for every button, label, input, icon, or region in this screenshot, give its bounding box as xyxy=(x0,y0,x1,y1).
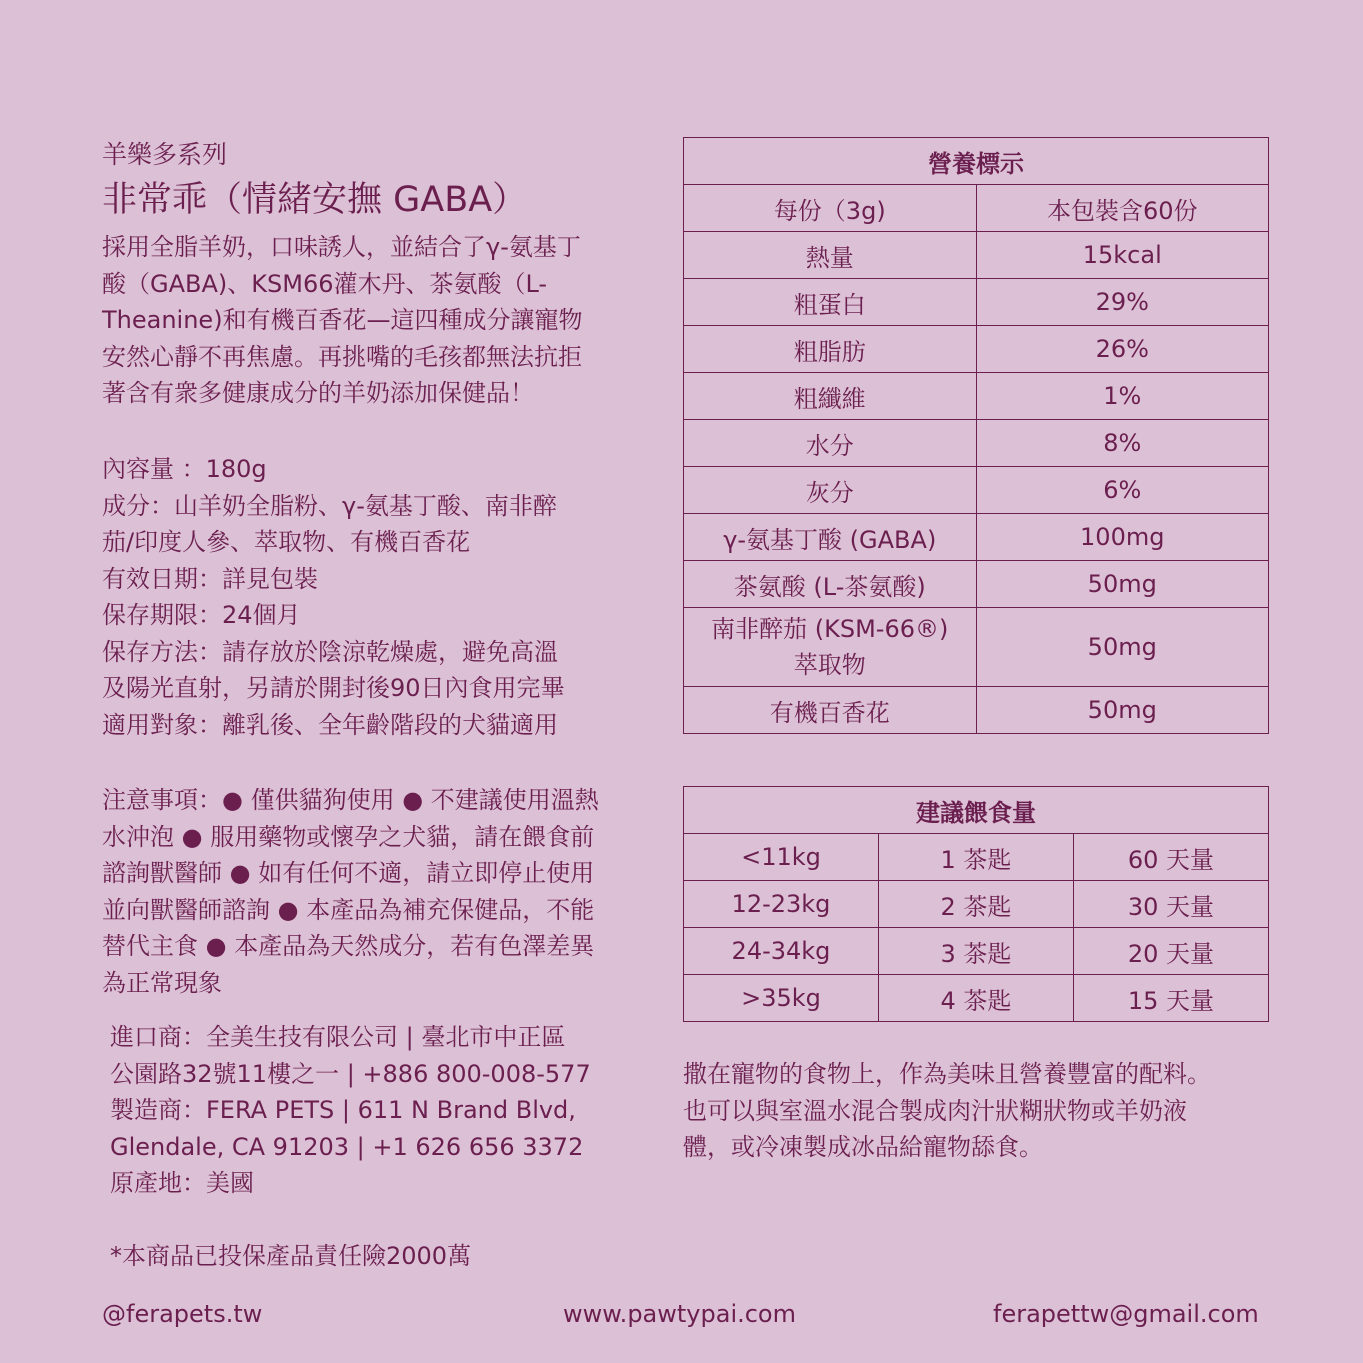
feeding-duration: 30 天量 xyxy=(1073,881,1268,928)
spec-line: 保存期限：24個月 xyxy=(102,601,301,629)
notes-line: 諮詢獸醫師 ● 如有任何不適，請立即停止使用 xyxy=(102,859,595,887)
feeding-amount: 1 茶匙 xyxy=(878,834,1073,881)
precautions xyxy=(102,782,599,1001)
feeding-amount: 3 茶匙 xyxy=(878,928,1073,975)
nutrient-name: 熱量 xyxy=(684,232,977,279)
feeding-weight: 12-23kg xyxy=(684,881,879,928)
nutrient-name xyxy=(684,608,977,687)
feeding-weight: >35kg xyxy=(684,975,879,1022)
importer-line: 製造商：FERA PETS | 611 N Brand Blvd, xyxy=(110,1096,576,1124)
nutrient-value: 6% xyxy=(976,467,1269,514)
intro-line: 採用全脂羊奶，口味誘人，並結合了γ-氨基丁 xyxy=(102,233,581,261)
nutrient-value: 50mg xyxy=(976,561,1269,608)
series-name: 羊樂多系列 xyxy=(102,140,228,169)
nutrient-value: 100mg xyxy=(976,514,1269,561)
nutrition-title: 營養標示 xyxy=(684,138,1269,185)
notes-line: 並向獸醫師諮詢 ● 本產品為補充保健品，不能 xyxy=(102,895,595,924)
nutrient-name: 粗脂肪 xyxy=(684,326,977,373)
feeding-table xyxy=(683,786,1269,1022)
feeding-weight: 24-34kg xyxy=(684,928,879,975)
feeding-duration: 60 天量 xyxy=(1073,834,1268,881)
notes-line: 水沖泡 ● 服用藥物或懷孕之犬貓，請在餵食前 xyxy=(102,822,595,851)
importer-line: 原產地：美國 xyxy=(110,1169,254,1197)
feeding-duration: 15 天量 xyxy=(1073,975,1268,1022)
spec-line: 有效日期：詳見包裝 xyxy=(102,564,318,593)
notes-line: 替代主食 ● 本產品為天然成分，若有色澤差異 xyxy=(102,932,595,960)
nutrition-table xyxy=(683,137,1269,734)
intro-paragraph xyxy=(102,229,583,412)
instagram-handle: @ferapets.tw xyxy=(102,1300,263,1328)
nutrient-value: 50mg xyxy=(976,687,1269,734)
importer-info xyxy=(110,1019,591,1202)
nutrient-name: 有機百香花 xyxy=(684,687,977,734)
nutrient-name: 灰分 xyxy=(684,467,977,514)
nutrient-value: 29% xyxy=(976,279,1269,326)
nutrient-name: 粗纖維 xyxy=(684,373,977,420)
nutrient-name: γ-氨基丁酸 (GABA) xyxy=(684,514,977,561)
nutrient-value: 50mg xyxy=(976,608,1269,687)
usage-instructions xyxy=(683,1056,1211,1166)
nutrient-value: 15kcal xyxy=(976,232,1269,279)
feeding-duration: 20 天量 xyxy=(1073,928,1268,975)
intro-line: 酸（GABA)、KSM66灌木丹、茶氨酸（L- xyxy=(102,269,548,298)
spec-line: 及陽光直射，另請於開封後90日內食用完畢 xyxy=(102,674,565,702)
importer-line: 公園路32號11樓之一 | +886 800-008-577 xyxy=(110,1059,591,1088)
spec-line: 適用對象：離乳後、全年齡階段的犬貓適用 xyxy=(102,710,558,739)
feeding-amount: 2 茶匙 xyxy=(878,881,1073,928)
nutrition-header-cell: 每份（3g) xyxy=(684,185,977,232)
nutrient-value: 26% xyxy=(976,326,1269,373)
nutrient-name-line: 萃取物 xyxy=(793,651,866,679)
notes-line: 為正常現象 xyxy=(102,968,222,997)
insurance-note: *本商品已投保產品責任險2000萬 xyxy=(110,1242,472,1270)
spec-line: 保存方法：請存放於陰涼乾燥處，避免高溫 xyxy=(102,637,558,666)
nutrient-name: 茶氨酸 (L-茶氨酸) xyxy=(684,561,977,608)
usage-line: 撒在寵物的食物上，作為美味且營養豐富的配料。 xyxy=(683,1060,1211,1088)
contact-email: ferapettw@gmail.com xyxy=(993,1300,1259,1328)
spec-line: 內容量 ：180g xyxy=(102,455,267,483)
feeding-weight: <11kg xyxy=(684,834,879,881)
spec-line: 成分：山羊奶全脂粉、γ-氨基丁酸、南非醉 xyxy=(102,491,557,520)
intro-line: 安然心靜不再焦慮。再挑嘴的毛孩都無法抗拒 xyxy=(102,342,582,371)
feeding-amount: 4 茶匙 xyxy=(878,975,1073,1022)
intro-line: Theanine)和有機百香花—這四種成分讓寵物 xyxy=(102,306,583,334)
website-url: www.pawtypai.com xyxy=(563,1300,796,1328)
feeding-title: 建議餵食量 xyxy=(684,787,1269,834)
nutrient-value: 1% xyxy=(976,373,1269,420)
nutrition-header-cell: 本包裝含60份 xyxy=(976,185,1269,232)
nutrient-name: 粗蛋白 xyxy=(684,279,977,326)
notes-line: 注意事項：● 僅供貓狗使用 ● 不建議使用溫熱 xyxy=(102,786,599,814)
importer-line: 進口商：全美生技有限公司 | 臺北市中正區 xyxy=(110,1023,566,1051)
spec-line: 茄/印度人參、萃取物、有機百香花 xyxy=(102,528,471,556)
nutrient-name: 水分 xyxy=(684,420,977,467)
usage-line: 也可以與室溫水混合製成肉汁狀糊狀物或羊奶液 xyxy=(683,1096,1187,1125)
product-specs xyxy=(102,451,565,743)
intro-line: 著含有衆多健康成分的羊奶添加保健品！ xyxy=(102,379,534,407)
nutrient-value: 8% xyxy=(976,420,1269,467)
importer-line: Glendale, CA 91203 | +1 626 656 3372 xyxy=(110,1132,584,1161)
nutrient-name-line: 南非醉茄 (KSM-66®) xyxy=(711,615,949,643)
usage-line: 體，或冷凍製成冰品給寵物舔食。 xyxy=(683,1133,1043,1161)
product-title: 非常乖（情緒安撫 GABA） xyxy=(102,180,528,220)
